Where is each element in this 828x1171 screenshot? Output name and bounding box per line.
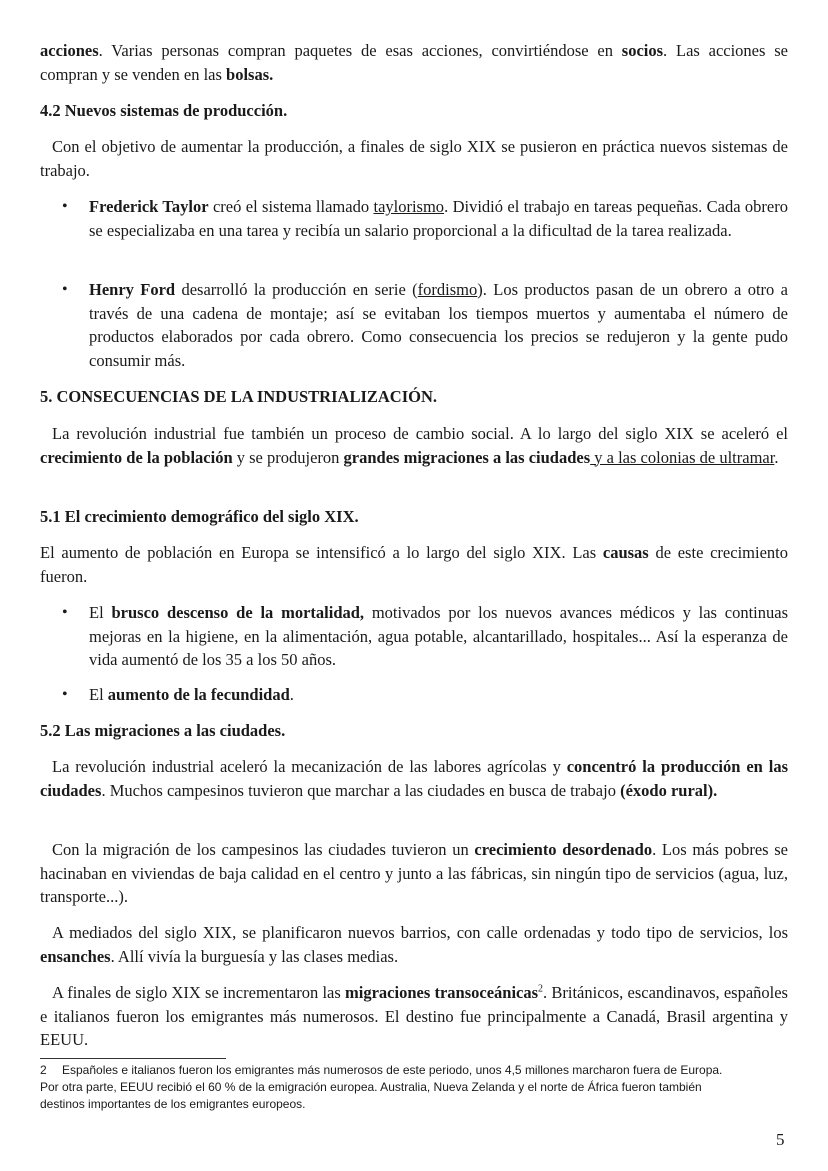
footnote-separator (40, 1058, 226, 1059)
heading-4-2: 4.2 Nuevos sistemas de producción. (40, 101, 288, 120)
text: La revolución industrial aceleró la mecanización de las labores agrícolas y (52, 757, 567, 776)
text: . (774, 447, 779, 467)
term-fordismo: fordismo (417, 280, 478, 299)
footnote-number: 2 (40, 1063, 47, 1077)
page-number: 5 (776, 1130, 785, 1149)
term-aumento-fecundidad: aumento de la fecundidad (107, 685, 290, 704)
text: El (89, 685, 108, 704)
term-crecimiento-desordenado: crecimiento desordenado (474, 840, 653, 859)
term-bolsas: bolsas. (226, 64, 274, 84)
text: . Las acciones se compran y se venden en las (40, 41, 788, 84)
text: creó el sistema llamado (208, 197, 374, 216)
text: El (89, 603, 112, 622)
text: . Muchos campesinos tuvieron que marchar a las ciudades en busca de trabajo (101, 780, 621, 800)
term-frederick-taylor: Frederick Taylor (89, 197, 209, 216)
term-migraciones-transoceanicas: migraciones transoceánicas (345, 983, 539, 1002)
paragraph-aumento-poblacion (40, 541, 788, 588)
term-descenso-mortalidad: brusco descenso de la mortalidad, (111, 603, 365, 622)
text: y se produjeron (232, 447, 344, 467)
text: Con la migración de los campesinos las ciudades tuvieron un (52, 840, 475, 859)
term-concentro-produccion: concentró la producción en las ciudades (40, 757, 788, 800)
paragraph-crecimiento-desordenado (40, 838, 788, 909)
bullet-icon: • (62, 604, 68, 621)
term-exodo-rural: (éxodo rural). (620, 780, 718, 800)
bullet-icon: • (62, 686, 68, 703)
text: . (289, 685, 294, 704)
term-colonias-ultramar: y a las colonias de ultramar (590, 447, 775, 467)
term-socios: socios (621, 41, 664, 60)
text: . Los más pobres se hacinaban en viviendas de baja calidad en el centro y junto a las fábricas, sin ningún tipo de servicios (agua, luz, transporte...). (40, 840, 788, 906)
term-crecimiento-poblacion: crecimiento de la población (40, 447, 233, 467)
text: . Dividió el trabajo en tareas pequeñas. Cada obrero se especializaba en una tarea y recibía un salario proporcional a la dificultad de la tarea realizada. (89, 197, 788, 240)
footnote-reference[interactable]: 2 (538, 983, 544, 995)
bullet-icon: • (62, 198, 68, 215)
paragraph-migraciones-transoceanicas (40, 981, 788, 1052)
text: ). Los productos pasan de un obrero a otro a través de una cadena de montaje; así se evitaban los tiempos muertos y aumentaba el número de productos elaborados por cada obrero. Como consecuencia los precios se redujeron y la gente pudo consumir más. (89, 280, 788, 370)
paragraph-ensanches (40, 921, 788, 968)
paragraph-mecanizacion (40, 755, 788, 802)
text: motivados por los nuevos avances médicos y las continuas mejoras en la higiene, en la alimentación, agua potable, alcantarillado, hospitales... Así la esperanza de vida aumentó de los 35 a los 50 años. (89, 603, 788, 669)
paragraph-acciones (40, 39, 788, 86)
bullet-ford (89, 278, 788, 372)
text: A finales de siglo XIX se incrementaron las (52, 983, 346, 1002)
text: El aumento de población en Europa se intensificó a lo largo del siglo XIX. Las (40, 543, 603, 562)
text: . Británicos, escandinavos, españoles e italianos fueron los emigrantes más numerosos. El destino fue principalmente a Canadá, Brasil argentina y EEUU. (40, 983, 788, 1049)
bullet-icon: • (62, 281, 68, 298)
heading-5-2: 5.2 Las migraciones a las ciudades. (40, 721, 286, 740)
term-migraciones-ciudades: grandes migraciones a las ciudades (343, 447, 591, 467)
footnote-text: Españoles e italianos fueron los emigrantes más numerosos de este periodo, unos 4,5 millones marcharon fuera de Europa. Por otra parte, EEUU recibió el 60 % de la emigración europea. Australia, Nueva Zelanda y el norte de África fueron también destinos importantes de los emigrantes europeos. (40, 1063, 723, 1111)
text: . Allí vivía la burguesía y las clases medias. (110, 946, 399, 966)
heading-5: 5. CONSECUENCIAS DE LA INDUSTRIALIZACIÓN. (40, 387, 437, 406)
text: La revolución industrial fue también un proceso de cambio social. A lo largo del siglo XIX se aceleró el (52, 424, 788, 443)
bullet-mortalidad (89, 601, 788, 672)
text: . Varias personas compran paquetes de esas acciones, convirtiéndose en (98, 41, 622, 60)
paragraph-consecuencias (40, 422, 788, 469)
term-taylorismo: taylorismo (373, 197, 445, 216)
text: de este crecimiento fueron. (40, 543, 788, 586)
bullet-fecundidad (89, 683, 788, 707)
footnote (40, 1062, 740, 1113)
text: A mediados del siglo XIX, se planificaron nuevos barrios, con calle ordenadas y todo tipo de servicios, los (52, 923, 788, 942)
bullet-taylor (89, 195, 788, 242)
term-henry-ford: Henry Ford (89, 280, 176, 299)
term-causas: causas (602, 543, 649, 562)
text: desarrolló la producción en serie ( (175, 280, 418, 299)
term-acciones: acciones (40, 41, 99, 60)
paragraph-intro-produccion: Con el objetivo de aumentar la producción, a finales de siglo XIX se pusieron en práctica nuevos sistemas de trabajo. (40, 137, 788, 180)
term-ensanches: ensanches (40, 946, 111, 966)
heading-5-1: 5.1 El crecimiento demográfico del siglo XIX. (40, 507, 359, 526)
